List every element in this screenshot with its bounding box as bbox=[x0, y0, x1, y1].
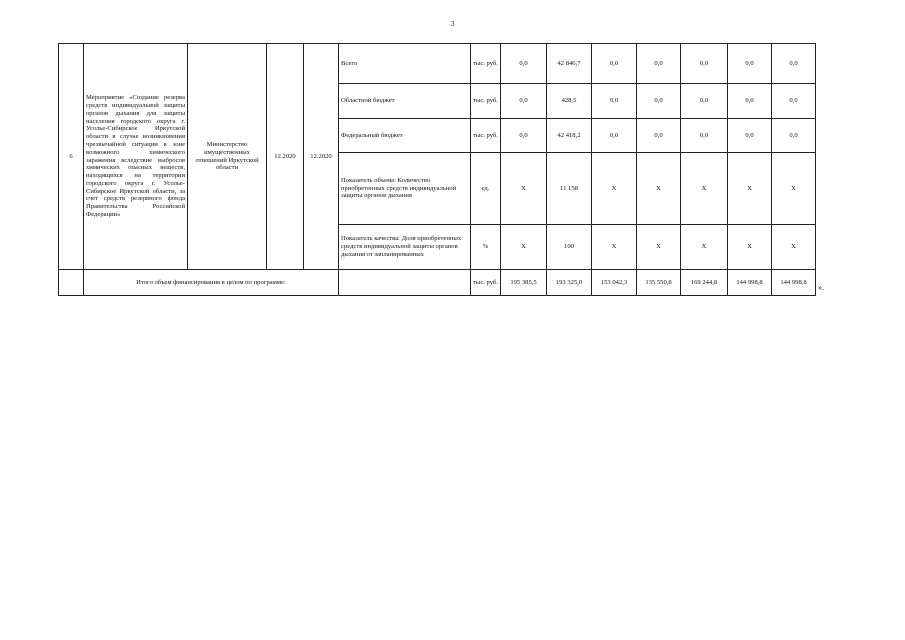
value-cell: 0,0 bbox=[728, 84, 772, 119]
value-cell: 0,0 bbox=[501, 119, 547, 153]
value-cell: 0,0 bbox=[637, 44, 681, 84]
value-cell: Х bbox=[772, 225, 816, 270]
value-cell: Х bbox=[637, 153, 681, 225]
event-description: Мероприятие «Создание резерва средств индивидуальной защиты органов дыхания для защиты населения городского округа г. Усолье-Сибирское Иркутской области в случае возникновения чрезвычайной ситуации в зоне возможного химического заражения вследствие выбросов химических опасных веществ, находящихся на территории городского округа г. Усолье-Сибирское Иркутской области, за счет средств резервного фонда Правительства Российской Федерации» bbox=[84, 44, 188, 270]
value-cell: Х bbox=[681, 225, 728, 270]
total-empty bbox=[339, 270, 471, 296]
value-cell: 42 846,7 bbox=[547, 44, 592, 84]
date-end: 12.2020 bbox=[304, 44, 339, 270]
executor: Министерство имущественных отношений Иркутской области bbox=[188, 44, 267, 270]
total-value-cell: 195 385,5 bbox=[501, 270, 547, 296]
value-cell: Х bbox=[728, 225, 772, 270]
value-cell: Х bbox=[501, 225, 547, 270]
row-index: 6 bbox=[59, 44, 84, 270]
value-cell: 0,0 bbox=[592, 84, 637, 119]
value-cell: 0,0 bbox=[592, 44, 637, 84]
line-unit: тыс. руб. bbox=[471, 84, 501, 119]
value-cell: 0,0 bbox=[637, 119, 681, 153]
value-cell: Х bbox=[637, 225, 681, 270]
total-value-cell: 169 244,8 bbox=[681, 270, 728, 296]
total-label: Итого объем финансирования в целом по программе: bbox=[84, 270, 339, 296]
value-cell: 0,0 bbox=[728, 44, 772, 84]
total-unit: тыс. руб. bbox=[471, 270, 501, 296]
line-label: Федеральный бюджет bbox=[339, 119, 471, 153]
total-value-cell: 153 042,3 bbox=[592, 270, 637, 296]
table-row bbox=[59, 44, 816, 84]
value-cell: 0,0 bbox=[681, 44, 728, 84]
total-value-cell: 144 998,8 bbox=[772, 270, 816, 296]
value-cell: 0,0 bbox=[501, 84, 547, 119]
value-cell: Х bbox=[592, 225, 637, 270]
value-cell: Х bbox=[681, 153, 728, 225]
value-cell: 0,0 bbox=[772, 84, 816, 119]
value-cell: 0,0 bbox=[681, 119, 728, 153]
value-cell: Х bbox=[728, 153, 772, 225]
value-cell: 11 158 bbox=[547, 153, 592, 225]
value-cell: Х bbox=[592, 153, 637, 225]
value-cell: 42 418,2 bbox=[547, 119, 592, 153]
line-unit: тыс. руб. bbox=[471, 44, 501, 84]
value-cell: 0,0 bbox=[501, 44, 547, 84]
value-cell: 100 bbox=[547, 225, 592, 270]
total-value-cell: 193 325,0 bbox=[547, 270, 592, 296]
value-cell: 0,0 bbox=[728, 119, 772, 153]
financing-table bbox=[58, 43, 816, 296]
value-cell: 0,0 bbox=[772, 44, 816, 84]
line-unit: тыс. руб. bbox=[471, 119, 501, 153]
line-label: Показатель качества: Доля приобретенных средств индивидуальной защиты органов дыхания от запланированных bbox=[339, 225, 471, 270]
closing-quote-mark: ». bbox=[818, 283, 824, 292]
value-cell: Х bbox=[772, 153, 816, 225]
line-unit: % bbox=[471, 225, 501, 270]
line-label: Показатель объема: Количество приобретенных средств индивидуальной защиты органов дыхания bbox=[339, 153, 471, 225]
value-cell: 0,0 bbox=[592, 119, 637, 153]
page-number: 3 bbox=[451, 20, 455, 28]
value-cell: Х bbox=[501, 153, 547, 225]
total-value-cell: 135 550,8 bbox=[637, 270, 681, 296]
value-cell: 428,5 bbox=[547, 84, 592, 119]
total-value-cell: 144 998,8 bbox=[728, 270, 772, 296]
line-label: Областной бюджет bbox=[339, 84, 471, 119]
line-unit: ед. bbox=[471, 153, 501, 225]
line-label: Всего bbox=[339, 44, 471, 84]
total-index bbox=[59, 270, 84, 296]
total-row bbox=[59, 270, 816, 296]
date-start: 12.2020 bbox=[267, 44, 304, 270]
value-cell: 0,0 bbox=[681, 84, 728, 119]
value-cell: 0,0 bbox=[637, 84, 681, 119]
value-cell: 0,0 bbox=[772, 119, 816, 153]
